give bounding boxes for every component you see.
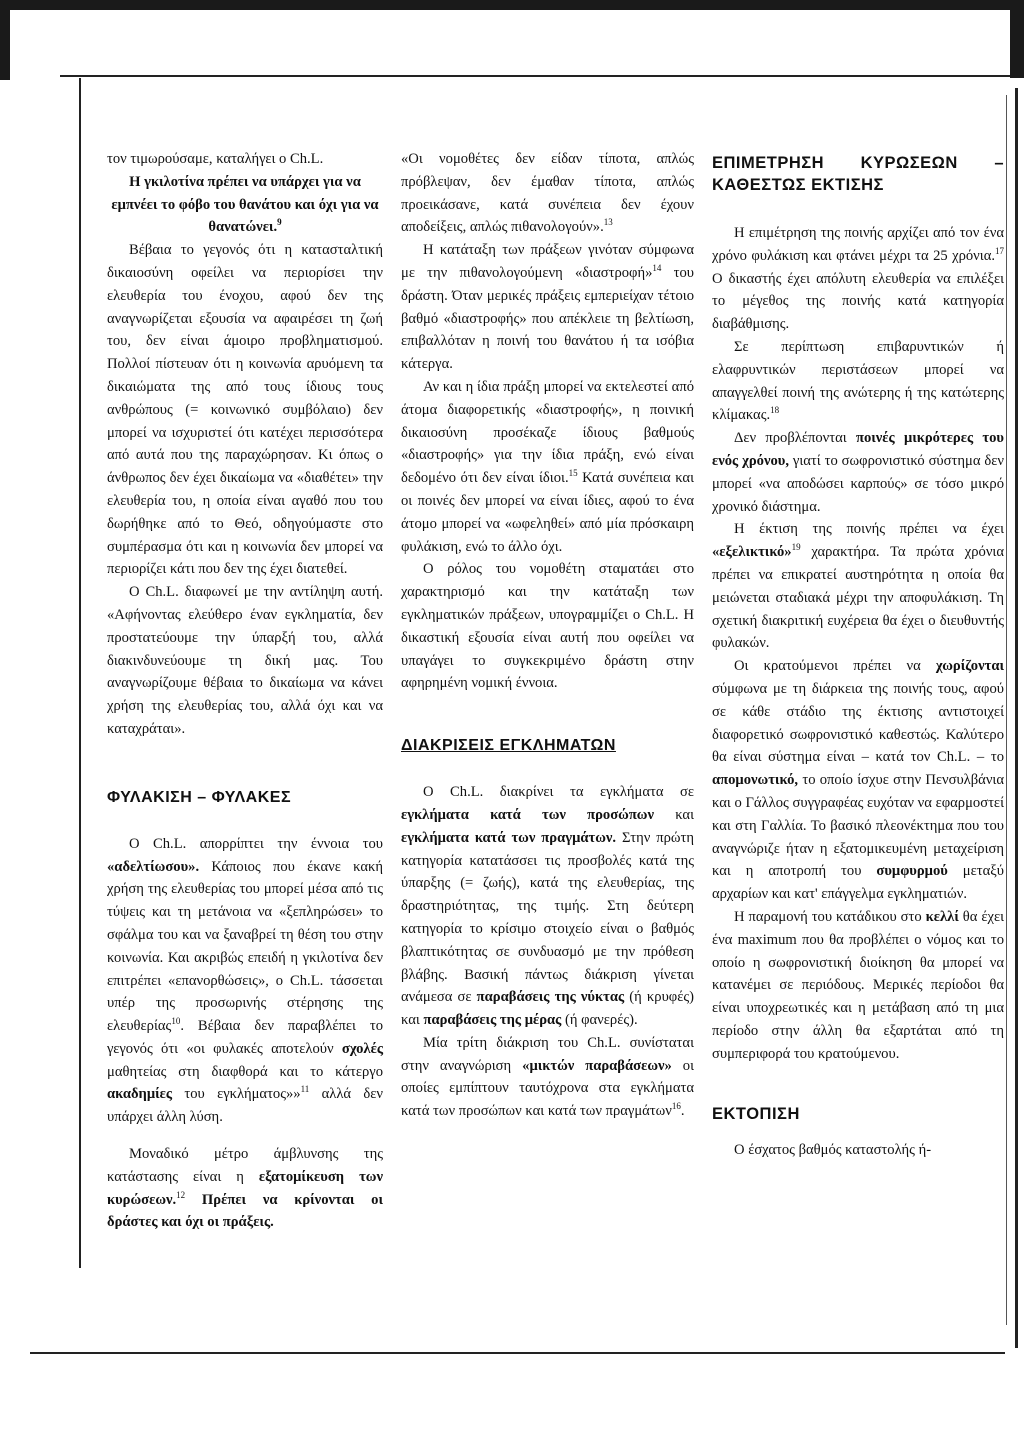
bold-term: εξατομίκευση των κυρώσεων. (107, 1168, 383, 1208)
spacer (712, 1125, 1004, 1139)
col3-para-4 (712, 518, 1004, 655)
footnote-ref: 12 (176, 1189, 186, 1200)
bold-term: Πρέπει να κρίνονται οι δράστες και όχι οι πράξεις. (107, 1191, 383, 1231)
bold-term: ποινές μικρότερες του ενός χρόνου, (712, 430, 1005, 469)
text-run: Ο δικαστής έχει απόλυτη ελευθερία να επιλέξει το μέγεθος της ποινής κατά κατηγορία διαβάθμισης. (712, 270, 1004, 333)
footnote-ref: 14 (652, 263, 662, 274)
text-run: το οποίο ίσχυε στην Πενσυλβάνια και ο Γάλλος συγγραφέας ευχόταν να εφαρμοστεί και στη Γαλλία. Το βασικό πλεονέκτημα που του αναγνώριζε ήταν η εξατομικευμένη μεταχείριση και η αποτροπή του (712, 772, 1004, 880)
col3-para-3 (712, 427, 1004, 518)
text-run: Η κατάταξη των πράξεων γινόταν σύμφωνα με την πιθανολογούμενη «διαστροφή» (401, 242, 694, 281)
text-run: Κάποιος που έκανε κακή χρήση της ελευθερίας του μπορεί μέσα από τις τύψεις και τη μετάνοια να «ξεπληρώσει» το σφάλμα του και να ξαναβρεί τη θέση του στην κοινωνία. Και ακριβώς επειδή η γκιλοτίνα δεν επιτρέπει «επανορθώσεις», ο Ch.L. τάσσεται υπέρ της προσωρινής στέρησης της ελευθερίας (107, 858, 383, 1035)
text-run: . Βέβαια δεν παραβλέπει το γεγονός ότι «οι φυλακές αποτελούν (107, 1018, 383, 1057)
bold-term: παραβάσεις της μέρας (423, 1012, 562, 1029)
text-run: Μία τρίτη διάκριση του Ch.L. συνίσταται στην αναγνώριση (401, 1034, 694, 1074)
bold-term: εγκλήματα κατά των προσώπων (401, 806, 654, 823)
column-1 (107, 148, 383, 1234)
footnote-ref: 16 (671, 1101, 681, 1112)
footnote-ref: 10 (171, 1016, 181, 1027)
text-run: χαρακτήρα. Τα πρώτα χρόνια πρέπει να επικρατεί αυστηρότητα η οποία θα μειώνεται σταδιακά μέχρι την αποφυλάκιση. Τη σχετική διακριτική ευχέρεια θα έχει ο διευθυντής φυλακών. (712, 544, 1004, 652)
text-run: του δράστη. Όταν μερικές πράξεις εμπεριείχαν τέτοιο βαθμό «διαστροφής» που απέκλειε τη βελτίωση, επιβαλλόταν η ποινή του θανάτου ή τα ισόβια κάτεργα. (401, 264, 694, 373)
footnote-ref: 9 (277, 217, 282, 228)
col2-para-3 (401, 376, 694, 558)
bold-term: απομονωτικό, (712, 772, 799, 789)
text-run: . (680, 1103, 685, 1120)
text-run: Οι κρατούμενοι πρέπει να (734, 658, 936, 675)
spacer (107, 741, 383, 787)
top-frame-rule (60, 75, 1010, 77)
left-black-band (0, 0, 10, 80)
spacer (107, 1129, 383, 1143)
bold-term: συμφυρμού (876, 863, 948, 880)
column-2 (401, 148, 694, 1123)
section-heading-diakriseis: ΔΙΑΚΡΙΣΕΙΣ ΕΓΚΛΗΜΑΤΩΝ (401, 737, 616, 755)
text-run: Στην πρώτη κατηγορία κατατάσσει τις προσβολές κατά της ύπαρξης (= ζωής), κατά της ελευθερίας, της δραστηριότητας, της τιμής. Στη δεύτερη κατηγορία το κρίσιμο στοιχείο είναι ο βαθμός βλαπτικότητας σε συνδυασμό με την πρόθεση βλάβης. Βασική πάντως διάκριση γίνεται ανάμεσα σε (401, 829, 694, 1006)
text-run: «Οι νομοθέτες δεν είδαν τίποτα, απλώς πρόβλεψαν, δεν έμαθαν τίποτα, απλώς προεικάσανε, κατά συνέπεια δεν έχουν αποδείξεις, απλώς πιθανολογούν». (401, 151, 694, 236)
footnote-ref: 15 (568, 468, 578, 479)
col2-para-4: Ο ρόλος του νομοθέτη σταματάει στο χαρακτηρισμό και την κατάταξη των εγκληματικών πράξεων, υπογραμμίζει ο Ch.L. Η δικαστική εξουσία είναι αυτή που οφείλει να υπαγάγει το συγκεκριμένο δράστη στην αφηρημένη νομική έννοια. (401, 561, 694, 692)
bottom-frame-rule (30, 1352, 1005, 1354)
col1-quote-bold (107, 171, 383, 239)
bold-term: «μικτών παραβάσεων» (522, 1057, 672, 1074)
right-inner-rule (1006, 95, 1007, 1325)
col2-para-5 (401, 781, 694, 1032)
text-run: Ο Ch.L. διακρίνει τα εγκλήματα σε (423, 784, 694, 801)
spacer (107, 809, 383, 833)
text-run: του εγκλήματος»» (172, 1086, 301, 1103)
col3-para-5 (712, 655, 1004, 906)
col3-para-2 (712, 336, 1004, 427)
text-run: Αν και η ίδια πράξη μπορεί να εκτελεστεί από άτομα διαφορετικής «διαστροφής», η ποινική δικαιοσύνη προσέκαζε ίδιους βαθμούς «διαστροφής» για την ίδια πράξη, ενώ είναι δεδομένο ότι δεν είναι ίδιοι. (401, 378, 694, 487)
col1-para-4: Ο Ch.L. διαφωνεί με την αντίληψη αυτή. «Αφήνοντας ελεύθερο έναν εγκληματία, δεν προστατεύουμε την ύπαρξή του, αλλά διακινδυνεύουμε τη δική μας. Του αναγνωρίζουμε θέβαια το δικαίωμα να κάνει χρήση της ελευθερίας του, αλλά όχι και να καταχράται». (107, 584, 383, 737)
footnote-ref: 13 (603, 217, 613, 228)
col2-para-1 (401, 148, 694, 239)
col3-para-7: Ο έσχατος βαθμός καταστολής ή- (734, 1142, 932, 1159)
text-run: αλλά δεν υπάρχει άλλη λύση. (107, 1086, 383, 1126)
text-run: (ή κρυφές) και (401, 989, 694, 1029)
spacer (712, 1065, 1004, 1103)
text-run: Δεν προβλέπονται (734, 430, 856, 447)
text-run: Σε περίπτωση επιβαρυντικών ή ελαφρυντικών περιστάσεων μπορεί να απαγγελθεί ποινή της ανώτερης ή της κατώτερης κλίμακας. (712, 338, 1004, 424)
right-frame-rule (1015, 88, 1018, 1348)
footnote-ref: 18 (770, 405, 780, 416)
text-run: γιατί το σωφρονιστικό σύστημα δεν μπορεί «να αποδώσει καρπούς» σε τόσο μικρό χρονικό διάστημα. (712, 452, 1004, 515)
text-run: (ή φανερές). (561, 1012, 638, 1029)
text-run: Ο Ch.L. απορρίπτει την έννοια του (129, 835, 383, 852)
footnote-ref: 17 (995, 245, 1004, 256)
left-frame-rule (79, 78, 81, 1268)
bold-term: σχολές (341, 1040, 383, 1057)
bottom-margin (30, 1356, 1024, 1434)
footnote-ref: 19 (791, 542, 801, 553)
right-black-band (1010, 0, 1024, 78)
spacer (401, 757, 694, 781)
section-heading-fylakisi: ΦΥΛΑΚΙΣΗ – ΦΥΛΑΚΕΣ (107, 788, 292, 806)
section-heading-epimetrisi: ΕΠΙΜΕΤΡΗΣΗ ΚΥΡΩΣΕΩΝ – ΚΑΘΕΣΤΩΣ ΕΚΤΙΣΗΣ (712, 154, 1004, 194)
col1-para-6 (107, 1143, 383, 1234)
col3-para-6 (712, 906, 1004, 1066)
col1-quote-text: Η γκιλοτίνα πρέπει να υπάρχει για να εμπνέει το φόβο του θανάτου και όχι για να θανατώνει. (111, 173, 379, 236)
col1-para-5 (107, 833, 383, 1129)
bold-term: κελλί (925, 908, 959, 925)
bold-term: παραβάσεις της νύκτας (476, 989, 625, 1006)
top-black-band (0, 0, 1024, 10)
text-run: μαθητείας στη διαφθορά και το κάτεργο (107, 1063, 383, 1080)
text-run: Η παραμονή του κατάδικου στο (734, 908, 926, 925)
col3-para-1 (712, 222, 1004, 336)
text-run: οι οποίες εμπίπτουν ταυτόχρονα στα εγκλήματα κατά των προσώπων και κατά των πραγμάτων (401, 1057, 694, 1120)
text-run: σύμφωνα με τη διάρκεια της ποινής τους, αφού σε κάθε στάδιο της έκτισης αντιστοιχεί διαφορετικό σωφρονιστικό καθεστώς. Καλύτερο θα είναι σύστημα είναι – κατά τον Ch.L. – το (712, 680, 1004, 766)
spacer (401, 695, 694, 735)
bold-term: εγκλήματα κατά των πραγμάτων. (401, 829, 617, 846)
bold-term: χωρίζονται (935, 658, 1004, 675)
bold-term: «αδελτίωσου». (107, 858, 200, 875)
text-run: Η έκτιση της ποινής πρέπει να έχει (734, 521, 1004, 538)
col1-para-3: Βέβαια το γεγονός ότι η κατασταλτική δικαιοσύνη οφείλει να περιορίσει την ελευθερία του ένοχου, αφού δεν της αναγνωρίζεται εξουσία να αφαιρέσει τη ζωή του, δεν είναι άμοιρο προβληματισμού. Πολλοί πίστευαν ότι η κοινωνία αρυόμενη τα δικαιώματα της από τους ίδιους τους ανθρώπους (= κοινωνικό συμβόλαιο) δεν μπορεί να ισχυριστεί ότι κατέχει περισσότερα από αυτά που της παραχώρησαν. Κι όπως ο άνθρωπος δεν έχει δικαίωμα να «διαθέτει» την ελευθερία του, η οποία είναι αγαθό που του δωρήθηκε από το Θεό, οδηγούμαστε στο συμπέρασμα ότι και η κοινωνία δεν μπορεί να περιορίζει κάτι που δεν της έχει διατεθεί. (107, 242, 383, 578)
text-run: μεταξύ αρχαρίων και κατ' επάγγελμα εγκληματιών. (712, 863, 1004, 903)
col1-para-1: τον τιμωρούσαμε, καταλήγει ο Ch.L. (107, 151, 324, 167)
text-run: θα έχει ένα maximum που θα προβλέπει ο νόμος και το οποίο η σωφρονιστική διοίκηση θα μπορεί να κατανέμει σε περιόδους. Μερικές περίοδοι θα είναι υποχρεωτικές και η μετάβαση από τη μια περίοδο στην άλλη θα εξαρτάται από τη συμπεριφορά του κρατούμενου. (712, 908, 1004, 1062)
col2-para-2 (401, 239, 694, 376)
text-run: Κατά συνέπεια και οι ποινές δεν μπορεί να είναι ίδιες, αφού το ένα άτομο μπορεί να «ωφεληθεί» από μία πρόσκαιρη φυλάκιση, ενώ το άλλο όχι. (401, 470, 694, 555)
footnote-ref: 11 (300, 1084, 310, 1095)
column-3 (712, 152, 1004, 1162)
col2-para-6 (401, 1032, 694, 1123)
bold-term: ακαδημίες (107, 1086, 173, 1103)
bold-term: «εξελικτικό» (712, 544, 792, 561)
text-run: και (654, 806, 694, 823)
spacer (712, 196, 1004, 222)
section-heading-ektopisi: ΕΚΤΟΠΙΣΗ (712, 1105, 800, 1124)
text-run: Μοναδικό μέτρο άμβλυνσης της κατάστασης είναι η (107, 1146, 383, 1185)
text-run: Η επιμέτρηση της ποινής αρχίζει από τον ένα χρόνο φυλάκιση και φτάνει μέχρι τα 25 χρόνια. (712, 225, 1004, 264)
